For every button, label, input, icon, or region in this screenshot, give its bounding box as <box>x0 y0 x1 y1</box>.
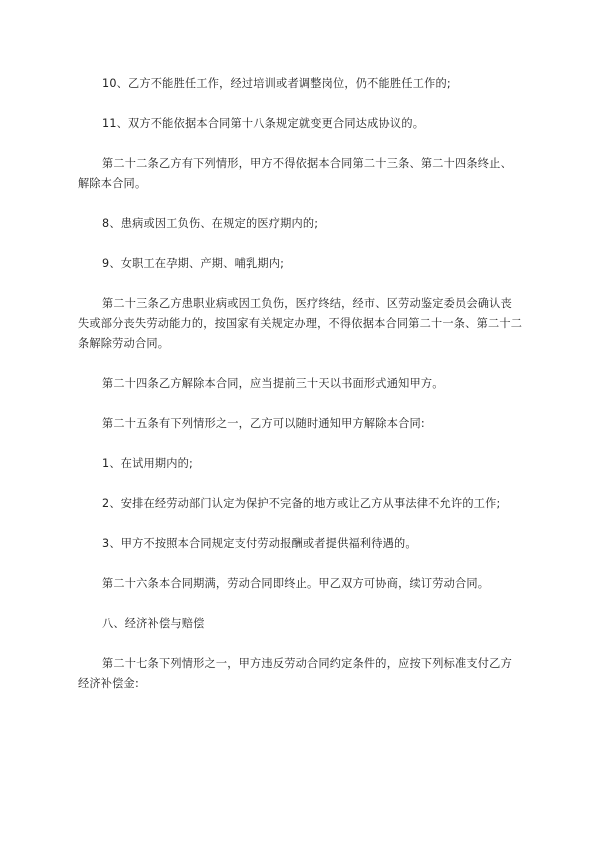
clause-item-2: 2、安排在经劳动部门认定为保护不完备的地方或让乙方从事法律不允许的工作; <box>102 497 501 510</box>
clause-item-10: 10、乙方不能胜任工作，经过培训或者调整岗位，仍不能胜任工作的; <box>102 77 451 90</box>
article-24: 第二十四条乙方解除本合同，应当提前三十天以书面形式通知甲方。 <box>102 377 444 390</box>
clause-item-8: 8、患病或因工负伤、在规定的医疗期内的; <box>102 217 319 230</box>
clause-item-9: 9、女职工在孕期、产期、哺乳期内; <box>102 257 285 270</box>
article-23: 第二十三条乙方患职业病或因工负伤，医疗终结，经市、区劳动鉴定委员会确认丧失或部分丧失劳动能力的，按国家有关规定办理，不得依据本合同第二十一条、第二十二条解除劳动合同。 <box>78 297 523 350</box>
article-22: 第二十二条乙方有下列情形，甲方不得依据本合同第二十三条、第二十四条终止、解除本合同。 <box>78 157 512 190</box>
clause-item-11: 11、双方不能依据本合同第十八条规定就变更合同达成协议的。 <box>102 117 425 130</box>
article-26: 第二十六条本合同期满，劳动合同即终止。甲乙双方可协商，续订劳动合同。 <box>102 577 490 590</box>
section-heading-8: 八、经济补偿与赔偿 <box>102 617 205 630</box>
article-25: 第二十五条有下列情形之一，乙方可以随时通知甲方解除本合同: <box>102 417 425 430</box>
clause-item-1: 1、在试用期内的; <box>102 457 193 470</box>
clause-item-3: 3、甲方不按照本合同规定支付劳动报酬或者提供福利待遇的。 <box>102 537 417 550</box>
article-27: 第二十七条下列情形之一，甲方违反劳动合同约定条件的，应按下列标准支付乙方经济补偿金: <box>78 657 512 690</box>
